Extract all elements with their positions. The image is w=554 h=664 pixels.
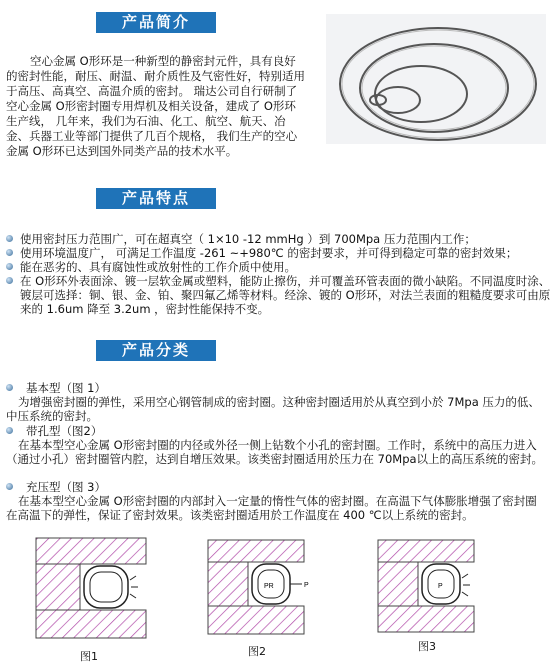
- figure-diagrams: [0, 530, 554, 662]
- figure-3-caption: 图3: [418, 640, 436, 653]
- types-heading: 产品分类: [96, 340, 216, 361]
- feature-item: 使用环境温度广， 可满足工作温度 -261 ~+980℃ 的密封要求，并可得到稳定可靠的密封效果；: [6, 246, 551, 260]
- bullet-icon: [6, 249, 13, 256]
- figure-2-diagram: [208, 540, 309, 634]
- svg-text:P: P: [304, 582, 309, 589]
- figure-2-caption: 图2: [248, 645, 266, 658]
- svg-text:P: P: [438, 583, 443, 590]
- svg-text:PR: PR: [264, 583, 274, 590]
- type-label: 带孔型（图2）: [6, 424, 102, 438]
- feature-item: 在 O形环外表面涂、镀一层软金属或塑料，能防止擦伤，并可覆盖环管表面的微小缺陷。不同温度时涂、镀层可选择：铜、银、金、铂、聚四氟乙烯等材料。经涂、镀的 O形环，对法兰表面的粗糙度要求可由原来的 1.6um 降至 3.2um ，密封性能保持不变。: [6, 274, 551, 316]
- type-description: 为增强密封圈的弹性，采用空心钢管制成的密封圈。这种密封圈适用於从真空到小於 7Mpa 压力的低、中压系统的密封。: [6, 395, 540, 423]
- type-description: 在基本型空心金属 O形密封圈的内径或外径一侧上钻数个小孔的密封圈。工作时，系统中的高压力进入（通过小孔）密封圈管内腔，达到自增压效果。该类密封圈适用於压力在 70Mpa以上的高压系统的密封。: [6, 438, 544, 466]
- bullet-icon: [6, 483, 13, 490]
- bullet-icon: [6, 235, 13, 242]
- figure-3-diagram: [378, 540, 474, 632]
- type-label: 充压型（图 3）: [6, 480, 106, 494]
- bullet-icon: [6, 384, 13, 391]
- o-ring-photo: [326, 14, 546, 144]
- features-heading: 产品特点: [96, 188, 216, 209]
- intro-heading: 产品简介: [96, 12, 216, 33]
- bullet-icon: [6, 427, 13, 434]
- intro-text: 空心金属 O形环是一种新型的静密封元件，具有良好的密封性能，耐压、耐温、耐介质性及气密性好，特别适用于高压、高真空、高温介质的密封。 瑞达公司自行研制了空心金属 O形密封圈专用焊机及相关设备，建成了 O形环生产线， 几年来，我们为石油、化工、航空、航天、冶金、兵器工业等部门提供了几百个规格， 我们生产的空心金属 O形环已达到国外同类产品的技术水平。: [6, 54, 305, 158]
- type-description: 在基本型空心金属 O形密封圈的内部封入一定量的惰性气体的密封圈。在高温下气体膨胀增强了密封圈在高温下的弹性，保证了密封效果。该类密封圈适用於工作温度在 400 ℃以上系统的密封。: [6, 494, 537, 522]
- feature-item: 使用密封压力范围广，可在超真空（ 1×10 -12 mmHg ）到 700Mpa 压力范围内工作；: [6, 232, 551, 246]
- bullet-icon: [6, 277, 13, 284]
- bullet-icon: [6, 263, 13, 270]
- figure-1-caption: 图1: [80, 650, 98, 663]
- type-label: 基本型（图 1）: [6, 381, 106, 395]
- feature-item: 能在恶劣的、具有腐蚀性或放射性的工作介质中使用。: [6, 260, 551, 274]
- figure-1-diagram: [36, 538, 146, 638]
